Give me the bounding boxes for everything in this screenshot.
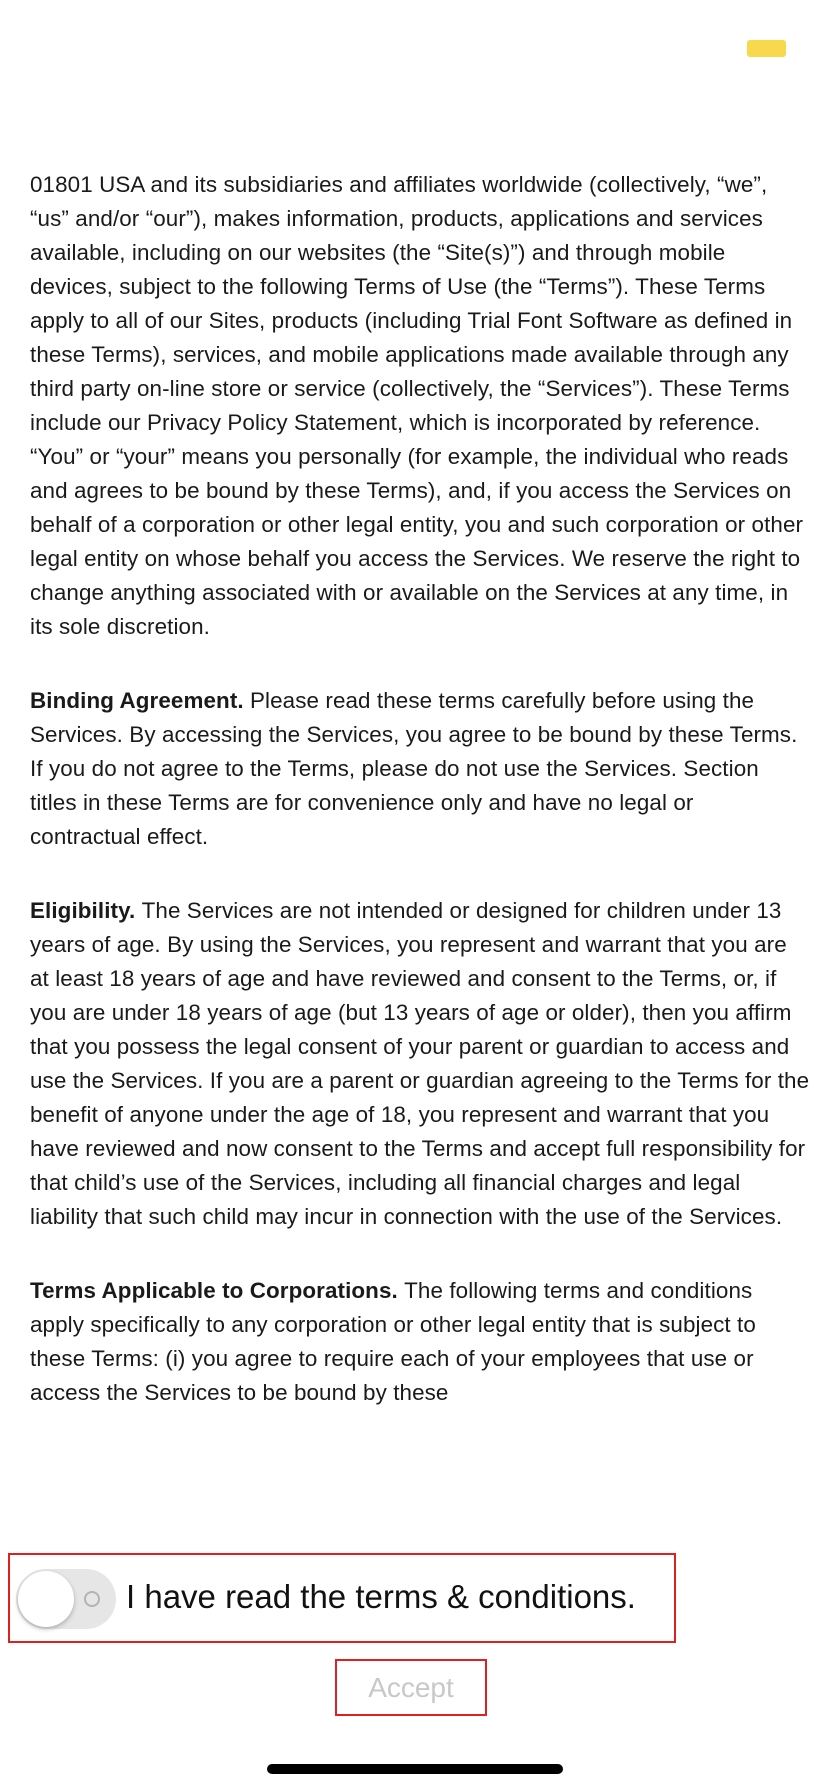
terms-consent-label[interactable]: I have read the terms & conditions.	[126, 1578, 636, 1615]
top-bar	[0, 0, 828, 150]
terms-paragraph-heading: Binding Agreement.	[30, 688, 251, 713]
terms-paragraph-heading: Eligibility.	[30, 898, 142, 923]
terms-paragraph	[30, 1274, 810, 1410]
terms-paragraph	[30, 684, 810, 854]
accept-button[interactable]: Accept	[337, 1661, 485, 1714]
terms-paragraph	[30, 168, 810, 644]
terms-scroll-area[interactable]	[30, 168, 810, 1543]
terms-consent-toggle[interactable]	[16, 1569, 116, 1629]
toggle-off-indicator-icon	[84, 1591, 100, 1607]
terms-paragraph-text: The following terms and conditions apply specifically to any corporation or other legal entity that is subject to these Terms: (i) you agree to require each of your employees that use or access the Services to be bound by these	[30, 1278, 756, 1405]
terms-paragraph	[30, 894, 810, 1234]
terms-paragraph-text: The Services are not intended or designed for children under 13 years of age. By using the Services, you represent and warrant that you are at least 18 years of age and have reviewed and consent to the Terms, or, if you are under 18 years of age (but 13 years of age or older), then you affirm that you possess the legal consent of your parent or guardian to access and use the Services. If you are a parent or guardian agreeing to the Terms for the benefit of anyone under the age of 18, you represent and warrant that you have reviewed and now consent to the Terms and accept full responsibility for that child’s use of the Services, including all financial charges and legal liability that such child may incur in connection with the use of the Services.	[30, 898, 810, 1229]
accept-button-frame	[335, 1659, 487, 1716]
toggle-knob[interactable]	[18, 1571, 74, 1627]
terms-paragraph-text: 01801 USA and its subsidiaries and affiliates worldwide (collectively, “we”, “us” and/or “our”), makes information, products, applications and services available, including on our websites (the “Site(s)”) and through mobile devices, subject to the following Terms of Use (the “Terms”). These Terms apply to all of our Sites, products (including Trial Font Software as defined in these Terms), services, and mobile applications made available through any third party on-line store or service (collectively, the “Services”). These Terms include our Privacy Policy Statement, which is incorporated by reference. “You” or “your” means you personally (for example, the individual who reads and agrees to be bound by these Terms), and, if you access the Services on behalf of a corporation or other legal entity, you and such corporation or other legal entity on whose behalf you access the Services. We reserve the right to change anything associated with or available on the Services at any time, in its sole discretion.	[30, 172, 804, 639]
terms-consent-row[interactable]	[8, 1553, 676, 1643]
terms-paragraph-heading: Terms Applicable to Corporations.	[30, 1278, 405, 1303]
terms-paragraph-text: Please read these terms carefully before using the Services. By accessing the Services, you agree to be bound by these Terms. If you do not agree to the Terms, please do not use the Services. Section titles in these Terms are for convenience only and have no legal or contractual effect.	[30, 688, 798, 849]
home-indicator[interactable]	[267, 1764, 563, 1774]
top-yellow-pill[interactable]	[747, 40, 786, 57]
